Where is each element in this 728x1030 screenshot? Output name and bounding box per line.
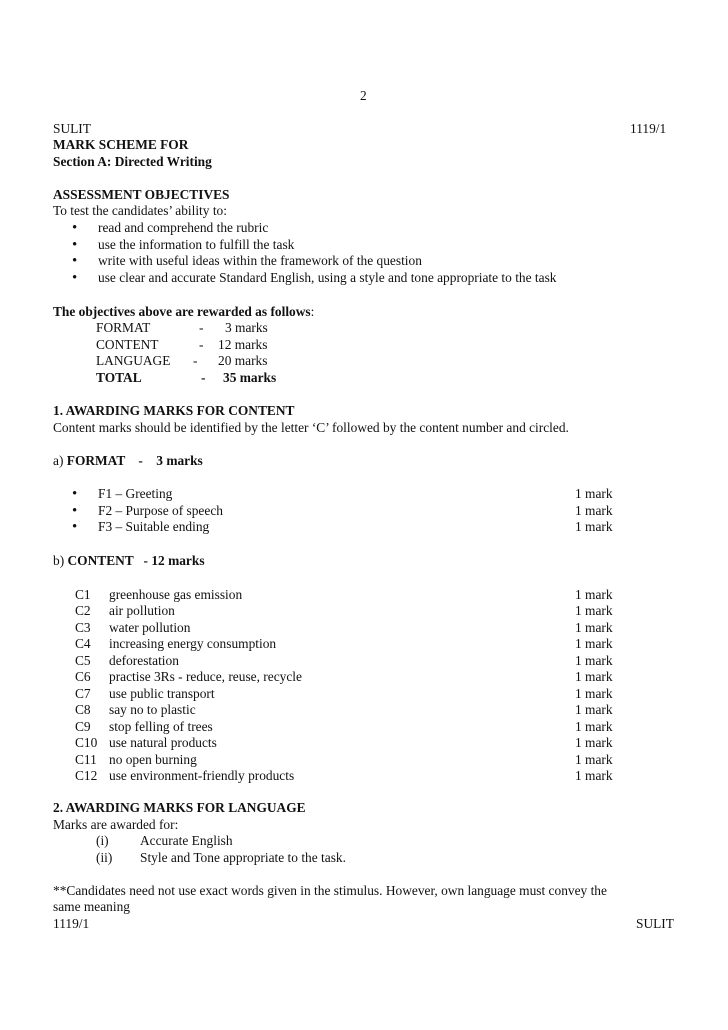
content-item-label: use natural products (109, 735, 217, 751)
content-item (0, 653, 728, 670)
title-line1: MARK SCHEME FOR (53, 137, 189, 152)
content-item (0, 636, 728, 653)
objective-dash: - (193, 353, 198, 368)
content-item (0, 719, 728, 736)
content-item-mark: 1 mark (575, 735, 613, 751)
content-item-label: water pollution (109, 619, 191, 635)
content-item-label: greenhouse gas emission (109, 587, 243, 602)
section2-heading: 2. AWARDING MARKS FOR LANGUAGE (53, 800, 306, 815)
language-item (0, 833, 728, 850)
content-prefix: b) (53, 553, 68, 568)
content-item-mark: 1 mark (575, 619, 613, 635)
format-item-label: F2 – Purpose of speech (98, 502, 223, 518)
objective-name: FORMAT (96, 320, 151, 335)
content-item (0, 587, 728, 604)
content-item-code: C2 (75, 603, 91, 619)
objectives-heading (53, 304, 314, 321)
content-item-mark: 1 mark (575, 652, 613, 668)
content-item-code: C3 (75, 619, 91, 635)
content-item-mark: 1 mark (575, 685, 613, 701)
content-item-code: C6 (75, 669, 91, 685)
footnote-line1: **Candidates need not use exact words given in the stimulus. However, own language must convey the (53, 883, 607, 898)
section1-note: Content marks should be identified by the letter ‘C’ followed by the content number and circled. (53, 420, 569, 435)
content-item-label: stop felling of trees (109, 718, 213, 734)
content-item-code: C1 (75, 587, 91, 602)
language-item-num: (i) (96, 833, 109, 848)
format-item-mark: 1 mark (575, 486, 613, 501)
content-item-label: say no to plastic (109, 702, 196, 718)
format-item (72, 519, 632, 536)
content-item (0, 768, 728, 785)
format-item (72, 503, 632, 520)
content-item-code: C7 (75, 685, 91, 701)
content-item (0, 752, 728, 769)
language-item-text: Accurate English (140, 833, 233, 848)
language-item (0, 850, 728, 867)
objective-value: 35 marks (223, 370, 277, 385)
section2-intro: Marks are awarded for: (53, 817, 179, 832)
objectives-heading-colon: : (310, 304, 315, 319)
objective-value: 12 marks (218, 337, 268, 352)
assessment-bullets (72, 220, 556, 286)
content-item (0, 702, 728, 719)
assessment-heading: ASSESSMENT OBJECTIVES (53, 187, 230, 202)
content-item-code: C9 (75, 718, 91, 734)
content-item-mark: 1 mark (575, 751, 613, 767)
footer-right: SULIT (636, 916, 674, 931)
objective-row-language (0, 353, 728, 370)
format-prefix: a) (53, 453, 67, 468)
objective-name: TOTAL (96, 370, 142, 385)
format-item (72, 486, 632, 503)
content-item-mark: 1 mark (575, 636, 613, 652)
objective-dash: - (199, 337, 204, 352)
content-heading (53, 553, 205, 570)
content-item-label: increasing energy consumption (109, 636, 277, 652)
content-item-code: C5 (75, 652, 91, 668)
content-item-mark: 1 mark (575, 603, 613, 619)
format-item-label: F3 – Suitable ending (98, 519, 210, 535)
bullet-item: • write with useful ideas within the framework of the question (72, 253, 556, 270)
content-item-mark: 1 mark (575, 702, 613, 718)
bullet-item: • read and comprehend the rubric (72, 220, 556, 237)
objective-row-content (0, 337, 728, 354)
content-item-code: C12 (75, 767, 98, 783)
objective-dash: - (201, 370, 206, 385)
content-item-label: no open burning (109, 751, 197, 767)
language-item-num: (ii) (96, 850, 113, 865)
content-item-code: C4 (75, 636, 91, 652)
format-heading-text: FORMAT - 3 marks (66, 453, 203, 468)
page-number: 2 (360, 88, 367, 103)
content-item (0, 686, 728, 703)
format-heading (53, 453, 203, 470)
content-item (0, 620, 728, 637)
footer-left: 1119/1 (53, 916, 90, 931)
objective-row-total (0, 370, 728, 387)
assessment-intro: To test the candidates’ ability to: (53, 203, 227, 218)
format-item-label: F1 – Greeting (98, 486, 173, 501)
content-item-code: C11 (75, 751, 97, 767)
header-right: 1119/1 (630, 121, 667, 136)
content-item-label: use public transport (109, 685, 215, 701)
content-item-label: deforestation (109, 652, 179, 668)
content-item-label: use environment-friendly products (109, 767, 295, 783)
content-item-code: C8 (75, 702, 91, 718)
content-item (0, 735, 728, 752)
bullet-item: • use the information to fulfill the task (72, 237, 556, 254)
objectives-heading-text: The objectives above are rewarded as follows (53, 304, 311, 319)
footnote-line2: same meaning (53, 899, 130, 914)
content-item (0, 669, 728, 686)
content-item-label: practise 3Rs - reduce, reuse, recycle (109, 669, 302, 685)
objective-value: 3 marks (225, 320, 268, 335)
content-item-mark: 1 mark (575, 718, 613, 734)
format-list (72, 486, 632, 536)
header-left: SULIT (53, 121, 91, 136)
content-item (0, 603, 728, 620)
bullet-item: • use clear and accurate Standard English, using a style and tone appropriate to the task (72, 270, 556, 287)
objective-row-format (0, 320, 728, 337)
content-item-mark: 1 mark (575, 669, 613, 685)
format-item-mark: 1 mark (575, 502, 613, 518)
objective-name: CONTENT (96, 337, 159, 352)
format-item-mark: 1 mark (575, 519, 613, 535)
objective-value: 20 marks (218, 353, 268, 368)
objective-dash: - (199, 320, 204, 335)
language-item-text: Style and Tone appropriate to the task. (140, 850, 346, 865)
content-item-label: air pollution (109, 603, 175, 619)
content-item-mark: 1 mark (575, 767, 613, 783)
section1-heading: 1. AWARDING MARKS FOR CONTENT (53, 403, 295, 418)
content-item-code: C10 (75, 735, 98, 751)
content-heading-text: CONTENT - 12 marks (67, 553, 205, 568)
content-item-mark: 1 mark (575, 587, 613, 602)
title-line2: Section A: Directed Writing (53, 154, 212, 169)
objective-name: LANGUAGE (96, 353, 171, 368)
